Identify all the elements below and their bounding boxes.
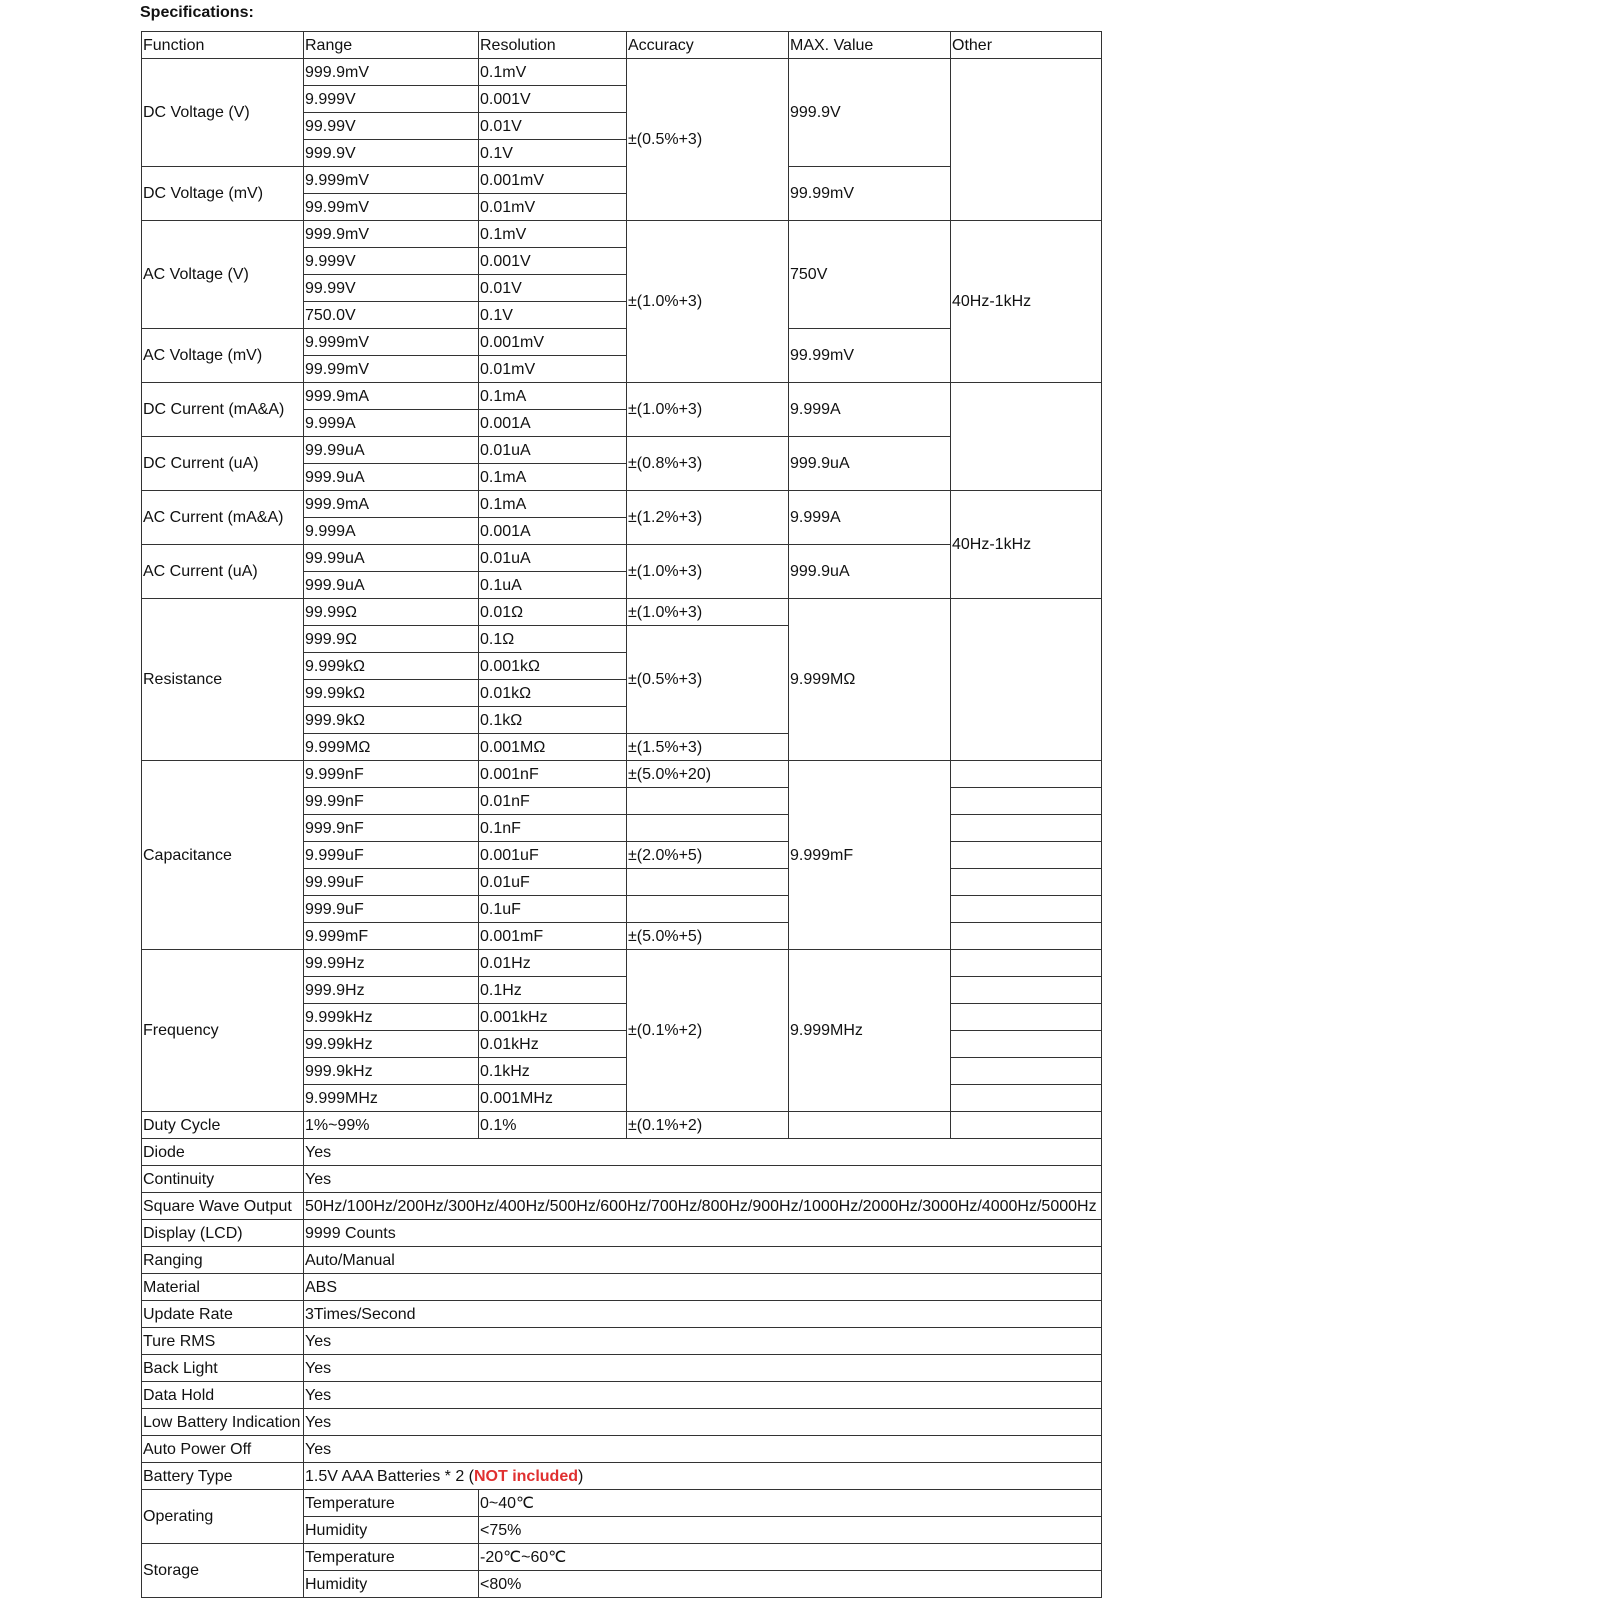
resolution-cell: 0.1mA — [479, 383, 627, 410]
function-cell: DC Current (mA&A) — [142, 383, 304, 437]
range-cell: 750.0V — [304, 302, 479, 329]
range-cell: 99.99mV — [304, 356, 479, 383]
range-cell: 99.99Hz — [304, 950, 479, 977]
accuracy-cell: ±(0.8%+3) — [627, 437, 789, 491]
resolution-cell: 0.01uA — [479, 545, 627, 572]
table-row — [142, 491, 1102, 518]
feature-label: Square Wave Output — [142, 1193, 304, 1220]
resolution-cell: 0.01mV — [479, 356, 627, 383]
resolution-cell: 0.1mV — [479, 221, 627, 248]
range-cell: 999.9mA — [304, 383, 479, 410]
other-cell — [951, 1058, 1102, 1085]
condition-value: 0~40℃ — [479, 1490, 1102, 1517]
feature-value: Yes — [304, 1139, 1102, 1166]
range-cell: 999.9kΩ — [304, 707, 479, 734]
table-row — [142, 383, 1102, 410]
feature-label: Ranging — [142, 1247, 304, 1274]
function-cell: AC Voltage (V) — [142, 221, 304, 329]
range-cell: 9.999mV — [304, 167, 479, 194]
other-cell — [951, 977, 1102, 1004]
resolution-cell: 0.1mV — [479, 59, 627, 86]
resolution-cell: 0.01kHz — [479, 1031, 627, 1058]
range-cell: 9.999MHz — [304, 1085, 479, 1112]
other-cell: 40Hz-1kHz — [951, 491, 1102, 599]
other-cell — [951, 1004, 1102, 1031]
resolution-cell: 0.001mF — [479, 923, 627, 950]
max-value-cell: 9.999MHz — [789, 950, 951, 1112]
range-cell: 99.99uA — [304, 437, 479, 464]
resolution-cell: 0.1mA — [479, 464, 627, 491]
accuracy-cell — [627, 815, 789, 842]
range-cell: 999.9mA — [304, 491, 479, 518]
resolution-cell: 0.001kΩ — [479, 653, 627, 680]
function-cell: Frequency — [142, 950, 304, 1112]
other-cell — [951, 896, 1102, 923]
range-cell: 1%~99% — [304, 1112, 479, 1139]
resolution-cell: 0.01Ω — [479, 599, 627, 626]
feature-label: Data Hold — [142, 1382, 304, 1409]
other-cell — [951, 383, 1102, 491]
resolution-cell: 0.001MHz — [479, 1085, 627, 1112]
table-row — [142, 1301, 1102, 1328]
accuracy-cell: ±(0.1%+2) — [627, 950, 789, 1112]
feature-label: Ture RMS — [142, 1328, 304, 1355]
max-value-cell — [789, 1112, 951, 1139]
table-row — [142, 1544, 1102, 1571]
accuracy-cell: ±(0.5%+3) — [627, 59, 789, 221]
table-row — [142, 221, 1102, 248]
range-cell: 999.9Ω — [304, 626, 479, 653]
other-cell — [951, 923, 1102, 950]
feature-value: 50Hz/100Hz/200Hz/300Hz/400Hz/500Hz/600Hz/700Hz/800Hz/900Hz/1000Hz/2000Hz/3000Hz/4000Hz/5000Hz — [304, 1193, 1102, 1220]
header-row — [142, 32, 1102, 59]
range-cell: 999.9kHz — [304, 1058, 479, 1085]
table-row — [142, 1409, 1102, 1436]
accuracy-cell: ±(1.0%+3) — [627, 383, 789, 437]
resolution-cell: 0.001A — [479, 518, 627, 545]
accuracy-cell: ±(5.0%+5) — [627, 923, 789, 950]
feature-value: Yes — [304, 1328, 1102, 1355]
max-value-cell: 999.9V — [789, 59, 951, 167]
condition-label: Humidity — [304, 1571, 479, 1598]
feature-label: Material — [142, 1274, 304, 1301]
other-cell — [951, 815, 1102, 842]
range-cell: 99.99Ω — [304, 599, 479, 626]
other-cell — [951, 869, 1102, 896]
resolution-cell: 0.01V — [479, 113, 627, 140]
max-value-cell: 9.999A — [789, 383, 951, 437]
page-title: Specifications: — [140, 4, 254, 21]
battery-value-prefix: 1.5V AAA Batteries * 2 ( — [305, 1467, 474, 1485]
range-cell: 99.99uA — [304, 545, 479, 572]
accuracy-cell: ±(1.0%+3) — [627, 599, 789, 626]
other-cell: 40Hz-1kHz — [951, 221, 1102, 383]
resolution-cell: 0.01nF — [479, 788, 627, 815]
feature-label: Operating — [142, 1490, 304, 1544]
resolution-cell: 0.001kHz — [479, 1004, 627, 1031]
function-cell: AC Voltage (mV) — [142, 329, 304, 383]
function-cell: Duty Cycle — [142, 1112, 304, 1139]
other-cell — [951, 950, 1102, 977]
feature-label: Low Battery Indication — [142, 1409, 304, 1436]
feature-value: Yes — [304, 1382, 1102, 1409]
feature-value: Yes — [304, 1166, 1102, 1193]
feature-label: Back Light — [142, 1355, 304, 1382]
resolution-cell: 0.01Hz — [479, 950, 627, 977]
max-value-cell: 9.999mF — [789, 761, 951, 950]
range-cell: 999.9mV — [304, 221, 479, 248]
header-resolution: Resolution — [479, 32, 627, 59]
accuracy-cell: ±(2.0%+5) — [627, 842, 789, 869]
header-function: Function — [142, 32, 304, 59]
range-cell: 9.999kΩ — [304, 653, 479, 680]
other-cell — [951, 1085, 1102, 1112]
range-cell: 999.9uA — [304, 572, 479, 599]
range-cell: 999.9nF — [304, 815, 479, 842]
table-row — [142, 950, 1102, 977]
table-row — [142, 1247, 1102, 1274]
range-cell: 9.999V — [304, 86, 479, 113]
table-row — [142, 599, 1102, 626]
resolution-cell: 0.001mV — [479, 329, 627, 356]
accuracy-cell: ±(1.0%+3) — [627, 221, 789, 383]
header-range: Range — [304, 32, 479, 59]
function-cell: AC Current (uA) — [142, 545, 304, 599]
table-row — [142, 1382, 1102, 1409]
condition-label: Temperature — [304, 1544, 479, 1571]
table-row — [142, 761, 1102, 788]
resolution-cell: 0.1Ω — [479, 626, 627, 653]
function-cell: Resistance — [142, 599, 304, 761]
resolution-cell: 0.1kΩ — [479, 707, 627, 734]
feature-label: Battery Type — [142, 1463, 304, 1490]
table-row — [142, 59, 1102, 86]
function-cell: AC Current (mA&A) — [142, 491, 304, 545]
range-cell: 9.999kHz — [304, 1004, 479, 1031]
table-row — [142, 1328, 1102, 1355]
resolution-cell: 0.1uF — [479, 896, 627, 923]
resolution-cell: 0.1% — [479, 1112, 627, 1139]
resolution-cell: 0.1V — [479, 302, 627, 329]
other-cell — [951, 761, 1102, 788]
range-cell: 99.99V — [304, 275, 479, 302]
condition-value: <80% — [479, 1571, 1102, 1598]
resolution-cell: 0.001mV — [479, 167, 627, 194]
table-row — [142, 1139, 1102, 1166]
feature-label: Update Rate — [142, 1301, 304, 1328]
feature-label: Display (LCD) — [142, 1220, 304, 1247]
header-other: Other — [951, 32, 1102, 59]
table-row — [142, 1112, 1102, 1139]
resolution-cell: 0.01uA — [479, 437, 627, 464]
function-cell: DC Voltage (V) — [142, 59, 304, 167]
battery-value-suffix: ) — [577, 1467, 584, 1485]
feature-value: 9999 Counts — [304, 1220, 1102, 1247]
range-cell: 99.99uF — [304, 869, 479, 896]
accuracy-cell — [627, 788, 789, 815]
resolution-cell: 0.001nF — [479, 761, 627, 788]
resolution-cell: 0.1nF — [479, 815, 627, 842]
feature-value: Yes — [304, 1436, 1102, 1463]
table-row — [142, 1355, 1102, 1382]
max-value-cell: 99.99mV — [789, 329, 951, 383]
range-cell: 99.99kΩ — [304, 680, 479, 707]
range-cell: 9.999nF — [304, 761, 479, 788]
table-row — [142, 1166, 1102, 1193]
max-value-cell: 9.999A — [789, 491, 951, 545]
other-cell — [951, 59, 1102, 221]
condition-label: Humidity — [304, 1517, 479, 1544]
not-included-note: NOT included — [473, 1467, 578, 1485]
range-cell: 9.999A — [304, 518, 479, 545]
range-cell: 99.99V — [304, 113, 479, 140]
resolution-cell: 0.001A — [479, 410, 627, 437]
accuracy-cell — [627, 896, 789, 923]
specifications-table — [141, 31, 1102, 1598]
resolution-cell: 0.1kHz — [479, 1058, 627, 1085]
table-row — [142, 1274, 1102, 1301]
range-cell: 999.9uA — [304, 464, 479, 491]
table-row — [142, 1436, 1102, 1463]
max-value-cell: 999.9uA — [789, 545, 951, 599]
table-row — [142, 1490, 1102, 1517]
accuracy-cell — [627, 869, 789, 896]
battery-value — [304, 1463, 1102, 1490]
range-cell: 9.999V — [304, 248, 479, 275]
resolution-cell: 0.01mV — [479, 194, 627, 221]
header-max-value: MAX. Value — [789, 32, 951, 59]
table-row — [142, 1193, 1102, 1220]
condition-value: <75% — [479, 1517, 1102, 1544]
range-cell: 9.999MΩ — [304, 734, 479, 761]
condition-value: -20℃~60℃ — [479, 1544, 1102, 1571]
accuracy-cell: ±(1.5%+3) — [627, 734, 789, 761]
max-value-cell: 9.999MΩ — [789, 599, 951, 761]
other-cell — [951, 842, 1102, 869]
range-cell: 999.9uF — [304, 896, 479, 923]
resolution-cell: 0.001uF — [479, 842, 627, 869]
feature-value: Yes — [304, 1355, 1102, 1382]
function-cell: DC Voltage (mV) — [142, 167, 304, 221]
resolution-cell: 0.01kΩ — [479, 680, 627, 707]
feature-label: Continuity — [142, 1166, 304, 1193]
resolution-cell: 0.001V — [479, 248, 627, 275]
resolution-cell: 0.001MΩ — [479, 734, 627, 761]
accuracy-cell: ±(5.0%+20) — [627, 761, 789, 788]
other-cell — [951, 599, 1102, 761]
accuracy-cell: ±(0.5%+3) — [627, 626, 789, 734]
max-value-cell: 750V — [789, 221, 951, 329]
feature-value: ABS — [304, 1274, 1102, 1301]
resolution-cell: 0.1Hz — [479, 977, 627, 1004]
accuracy-cell: ±(0.1%+2) — [627, 1112, 789, 1139]
feature-value: 3Times/Second — [304, 1301, 1102, 1328]
other-cell — [951, 1031, 1102, 1058]
table-row — [142, 1463, 1102, 1490]
function-cell: Capacitance — [142, 761, 304, 950]
range-cell: 999.9Hz — [304, 977, 479, 1004]
feature-label: Storage — [142, 1544, 304, 1598]
range-cell: 999.9V — [304, 140, 479, 167]
range-cell: 999.9mV — [304, 59, 479, 86]
feature-label: Auto Power Off — [142, 1436, 304, 1463]
resolution-cell: 0.001V — [479, 86, 627, 113]
max-value-cell: 99.99mV — [789, 167, 951, 221]
range-cell: 99.99kHz — [304, 1031, 479, 1058]
condition-label: Temperature — [304, 1490, 479, 1517]
range-cell: 99.99mV — [304, 194, 479, 221]
range-cell: 99.99nF — [304, 788, 479, 815]
resolution-cell: 0.01uF — [479, 869, 627, 896]
function-cell: DC Current (uA) — [142, 437, 304, 491]
accuracy-cell: ±(1.0%+3) — [627, 545, 789, 599]
resolution-cell: 0.01V — [479, 275, 627, 302]
feature-value: Yes — [304, 1409, 1102, 1436]
feature-label: Diode — [142, 1139, 304, 1166]
range-cell: 9.999A — [304, 410, 479, 437]
range-cell: 9.999mF — [304, 923, 479, 950]
header-accuracy: Accuracy — [627, 32, 789, 59]
table-row — [142, 1220, 1102, 1247]
resolution-cell: 0.1V — [479, 140, 627, 167]
feature-value: Auto/Manual — [304, 1247, 1102, 1274]
other-cell — [951, 1112, 1102, 1139]
range-cell: 9.999uF — [304, 842, 479, 869]
range-cell: 9.999mV — [304, 329, 479, 356]
resolution-cell: 0.1uA — [479, 572, 627, 599]
max-value-cell: 999.9uA — [789, 437, 951, 491]
resolution-cell: 0.1mA — [479, 491, 627, 518]
other-cell — [951, 788, 1102, 815]
accuracy-cell: ±(1.2%+3) — [627, 491, 789, 545]
